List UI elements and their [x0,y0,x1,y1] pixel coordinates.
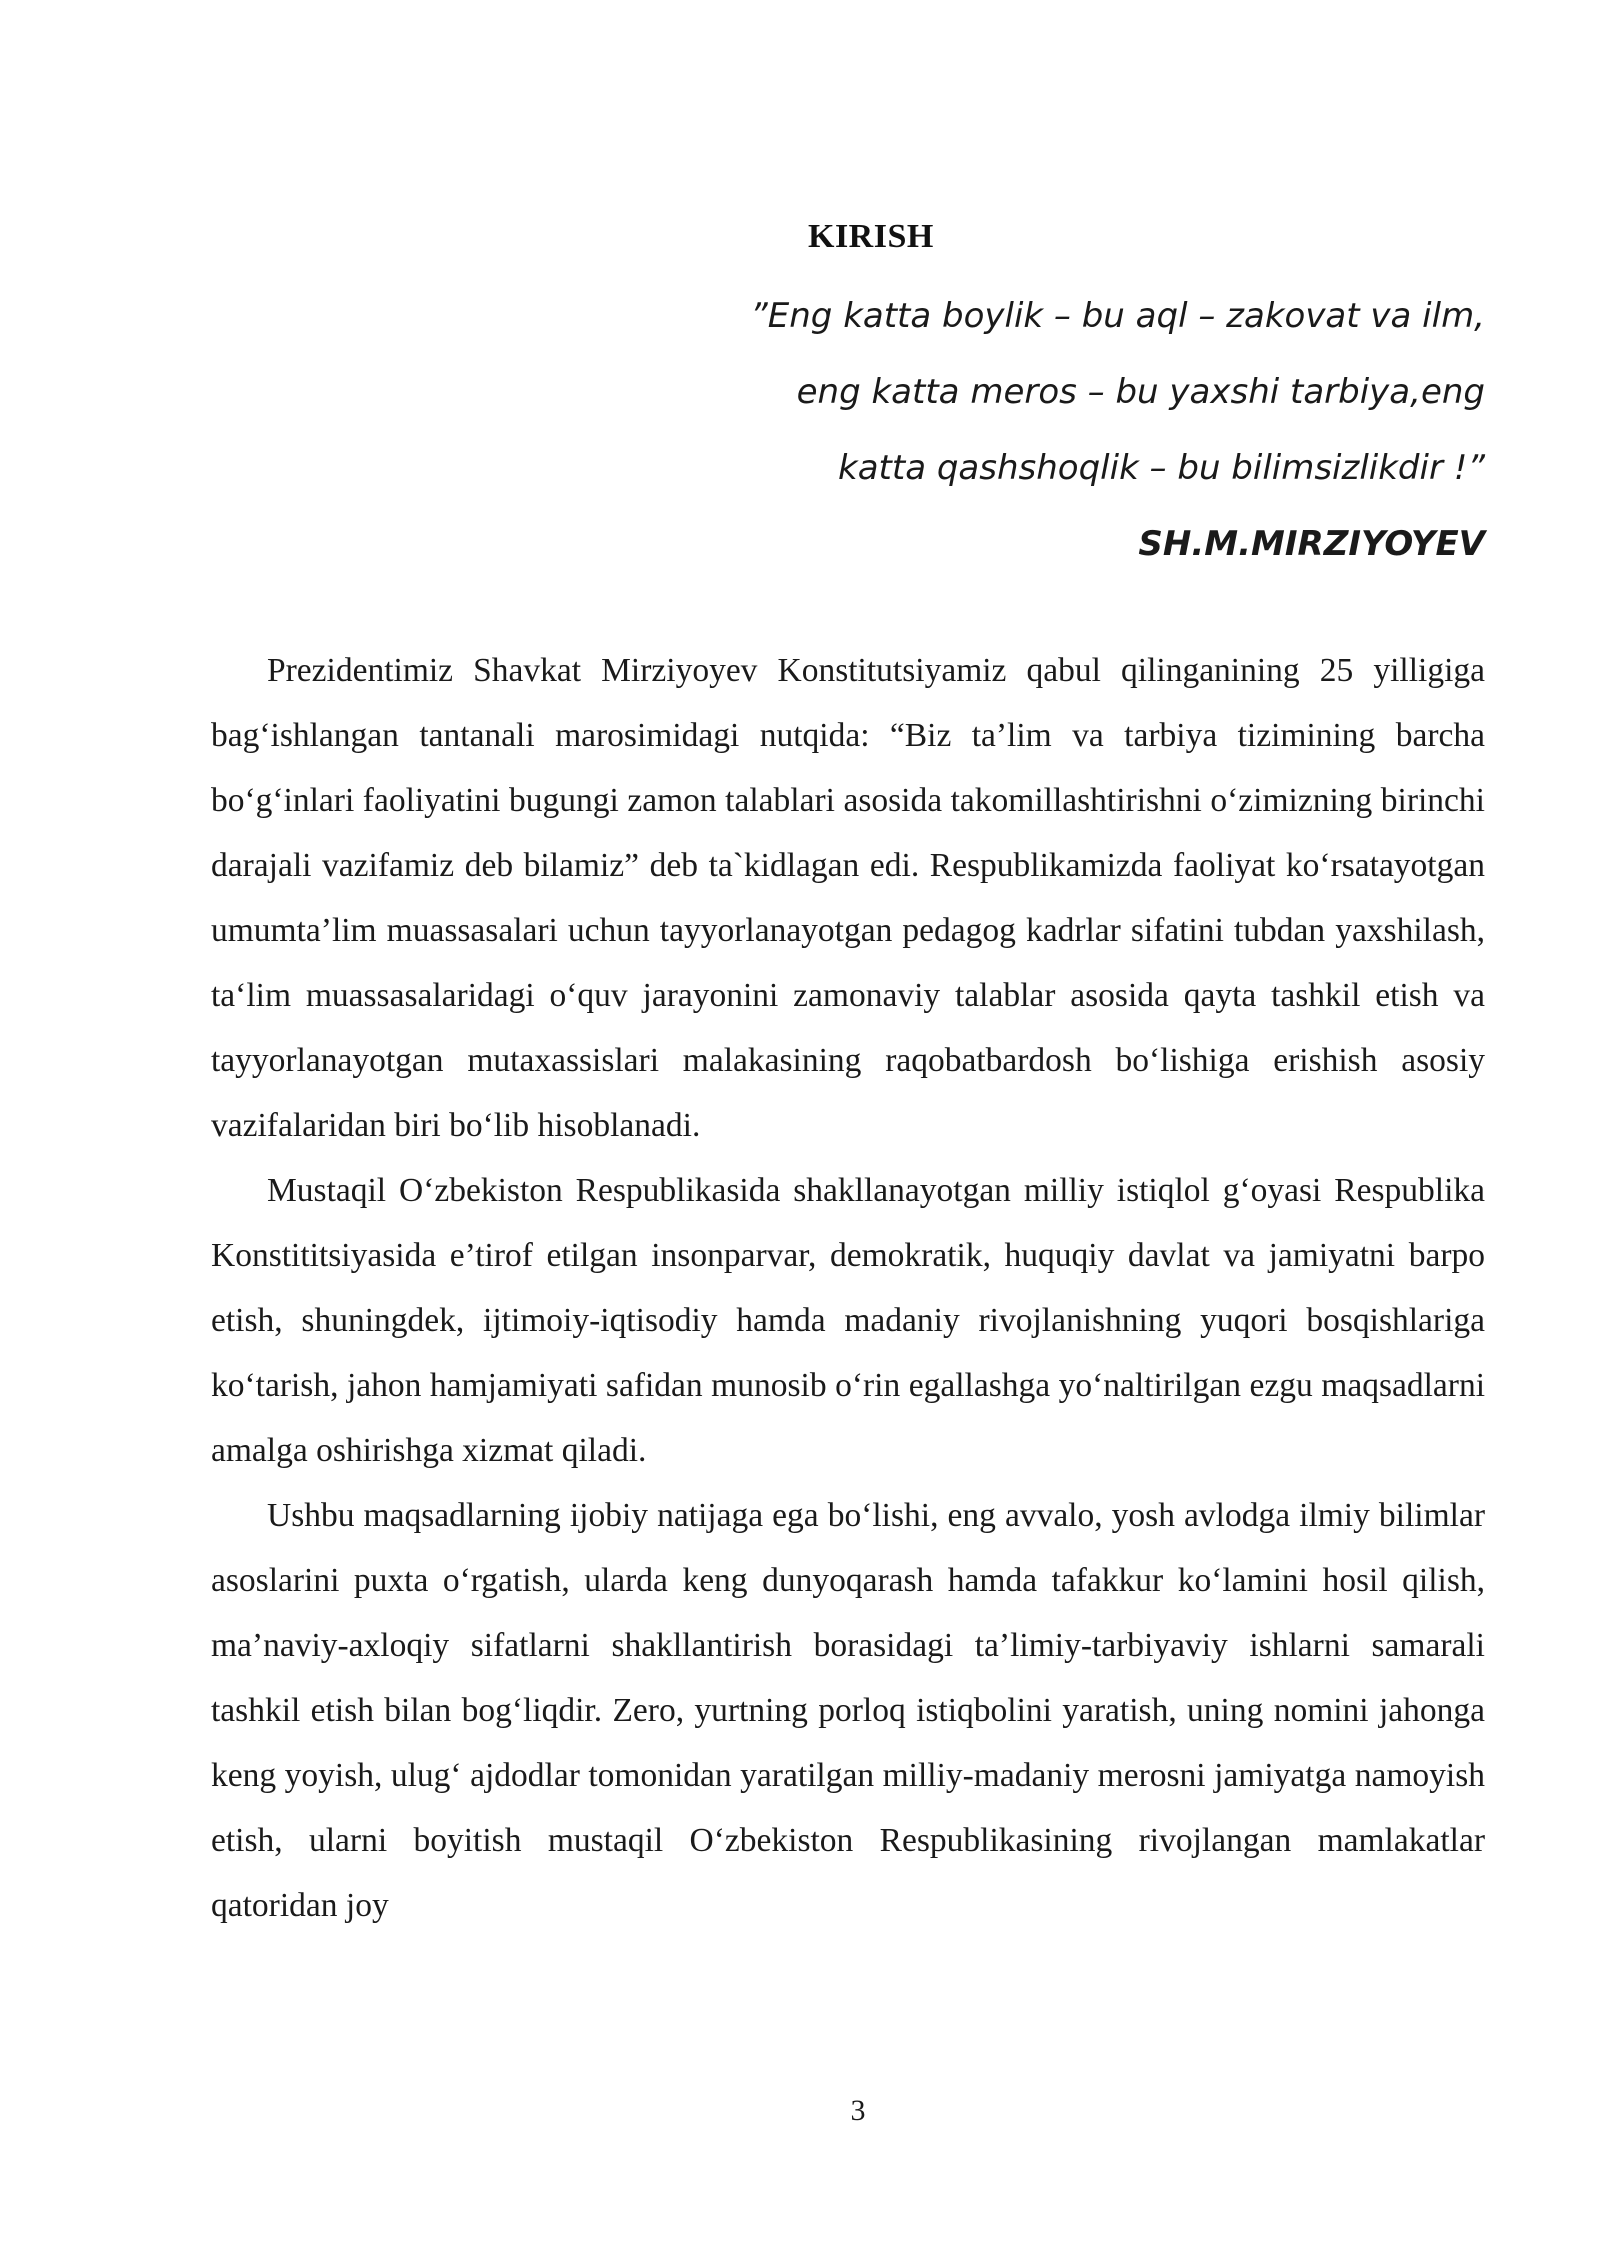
epigraph-line: katta qashshoqlik – bu bilimsizlikdir !” [838,448,1485,488]
section-heading: KIRISH [808,218,934,255]
body-text [211,638,1485,1938]
epigraph-line: ”Eng katta boylik – bu aql – zakovat va ilm, [750,296,1485,336]
paragraph: Prezidentimiz Shavkat Mirziyoyev Konstitutsiyamiz qabul qilinganining 25 yilligiga bag‘ishlangan tantanali marosimidagi nutqida: “Biz ta’lim va tarbiya tizimining barcha bo‘g‘inlari faoliyatini bugungi zamon talablari asosida takomillashtirishni o‘zimizning birinchi darajali vazifamiz deb bilamiz” deb ta`kidlagan edi. Respublikamizda faoliyat ko‘rsatayotgan umumta’lim muassasalari uchun tayyorlanayotgan pedagog kadrlar sifatini tubdan yaxshilash, ta‘lim muassasalaridagi o‘quv jarayonini zamonaviy talablar asosida qayta tashkil etish va tayyorlanayotgan mutaxassislari malakasining raqobatbardosh bo‘lishiga erishish asosiy vazifalaridan biri bo‘lib hisoblanadi. [211,652,1485,1144]
page-number: 3 [850,2094,866,2127]
paragraph: Mustaqil O‘zbekiston Respublikasida shakllanayotgan milliy istiqlol g‘oyasi Respublika Konstititsiyasida e’tirof etilgan insonparvar, demokratik, huquqiy davlat va jamiyatni barpo etish, shuningdek, ijtimoiy-iqtisodiy hamda madaniy rivojlanishning yuqori bosqishlariga ko‘tarish, jahon hamjamiyati safidan munosib o‘rin egallashga yo‘naltirilgan ezgu maqsadlarni amalga oshirishga xizmat qiladi. [211,1172,1485,1469]
epigraph-author: SH.M.MIRZIYOYEV [1138,524,1485,564]
paragraph: Ushbu maqsadlarning ijobiy natijaga ega bo‘lishi, eng avvalo, yosh avlodga ilmiy bilimlar asoslarini puxta o‘rgatish, ularda keng dunyoqarash hamda tafakkur ko‘lamini hosil qilish, ma’naviy-axloqiy sifatlarni shakllantirish borasidagi ta’limiy-tarbiyaviy ishlarni samarali tashkil etish bilan bog‘liqdir. Zero, yurtning porloq istiqbolini yaratish, uning nomini jahonga keng yoyish, ulug‘ ajdodlar tomonidan yaratilgan milliy-madaniy merosni jamiyatga namoyish etish, ularni boyitish mustaqil O‘zbekiston Respublikasining rivojlangan mamlakatlar qatoridan joy [211,1497,1485,1924]
epigraph-line: eng katta meros – bu yaxshi tarbiya,eng [796,372,1485,412]
epigraph-quote [585,278,1485,582]
